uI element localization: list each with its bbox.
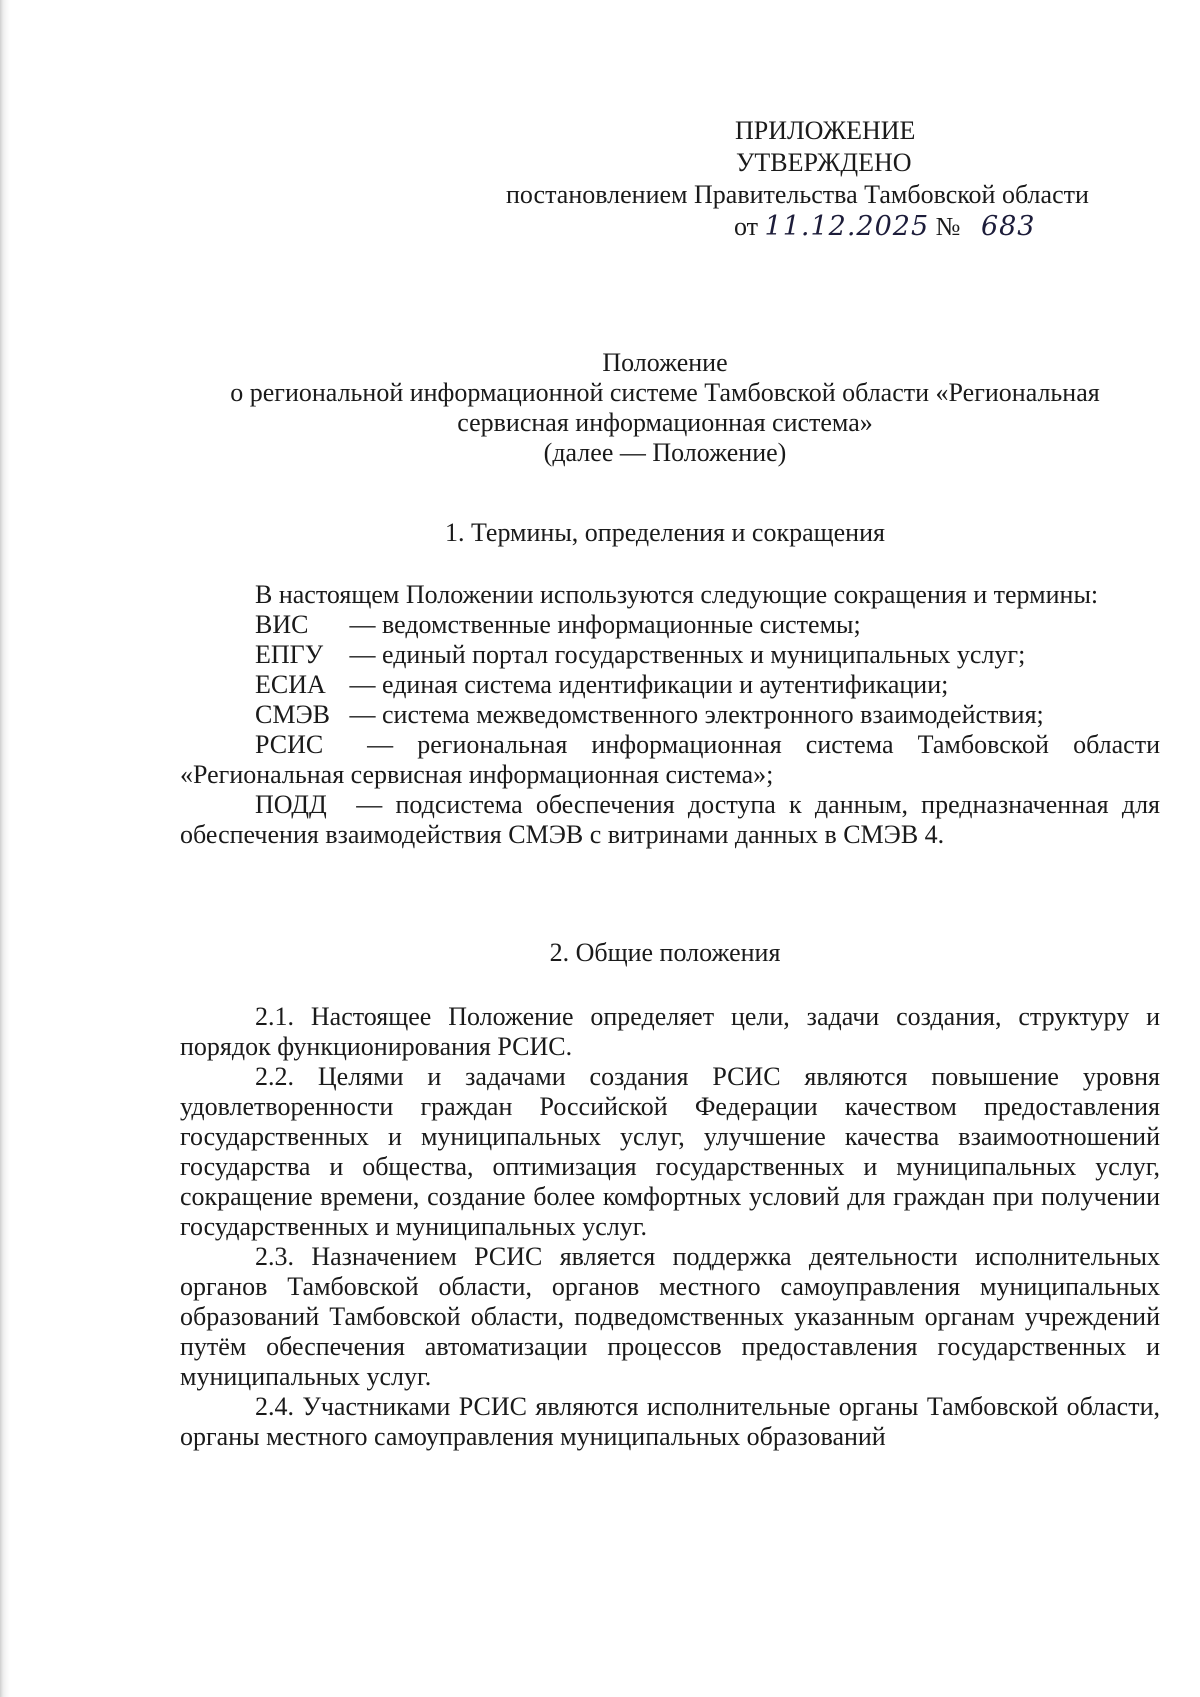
paragraph-2-4: 2.4. Участниками РСИС являются исполнительные органы Тамбовской области, органы местного самоуправления муниципальных образований (180, 1392, 1160, 1451)
approval-date-line (506, 211, 1146, 243)
title-line-4: (далее — Положение) (543, 438, 787, 467)
section-1-body (180, 580, 1160, 850)
term-vis: ВИС — ведомственные информационные системы; (255, 610, 861, 639)
section-1-heading: 1. Термины, определения и сокращения (445, 518, 885, 547)
term-epgu: ЕПГУ — единый портал государственных и муниципальных услуг; (255, 640, 1026, 669)
approved-label: УТВЕРЖДЕНО (736, 148, 912, 177)
document-title (170, 348, 1160, 468)
section-2-heading: 2. Общие положения (549, 938, 781, 967)
term-rsis: РСИС — региональная информационная система Тамбовской области «Региональная сервисная информационная система»; (180, 730, 1160, 789)
term-esia: ЕСИА — единая система идентификации и аутентификации; (255, 670, 949, 699)
term-podd: ПОДД — подсистема обеспечения доступа к данным, предназначенная для обеспечения взаимодействия СМЭВ с витринами данных в СМЭВ 4. (180, 790, 1161, 849)
date-prefix: от (734, 212, 759, 241)
handwritten-date: 11.12.2025 (764, 211, 930, 242)
title-line-1: Положение (602, 348, 728, 377)
section-2-body (180, 1002, 1160, 1452)
approved-by: постановлением Правительства Тамбовской области (506, 180, 1089, 209)
appendix-label: ПРИЛОЖЕНИЕ (735, 116, 916, 145)
number-sign: № (935, 212, 961, 241)
approval-stamp (506, 115, 1146, 243)
scan-edge (0, 0, 10, 1697)
handwritten-number: 683 (980, 211, 1036, 242)
section-1-intro: В настоящем Положении используются следующие сокращения и термины: (255, 580, 1099, 609)
paragraph-2-2: 2.2. Целями и задачами создания РСИС являются повышение уровня удовлетворенности граждан Российской Федерации качеством предоставления государственных и муниципальных услуг, улучшение качества взаимоотношений государства и общества, оптимизация государственных и муниципальных услуг, сокращение времени, создание более комфортных условий для граждан при получении государственных и муниципальных услуг. (180, 1062, 1160, 1241)
paragraph-2-3: 2.3. Назначением РСИС является поддержка деятельности исполнительных органов Тамбовской области, органов местного самоуправления муниципальных образований Тамбовской области, подведомственных указанным органам учреждений путём обеспечения автоматизации процессов предоставления государственных и муниципальных услуг. (180, 1242, 1160, 1391)
title-line-3: сервисная информационная система» (457, 408, 873, 437)
term-smev: СМЭВ — система межведомственного электронного взаимодействия; (255, 700, 1044, 729)
title-line-2: о региональной информационной системе Тамбовской области «Региональная (230, 378, 1100, 407)
paragraph-2-1: 2.1. Настоящее Положение определяет цели, задачи создания, структуру и порядок функционирования РСИС. (180, 1002, 1160, 1061)
